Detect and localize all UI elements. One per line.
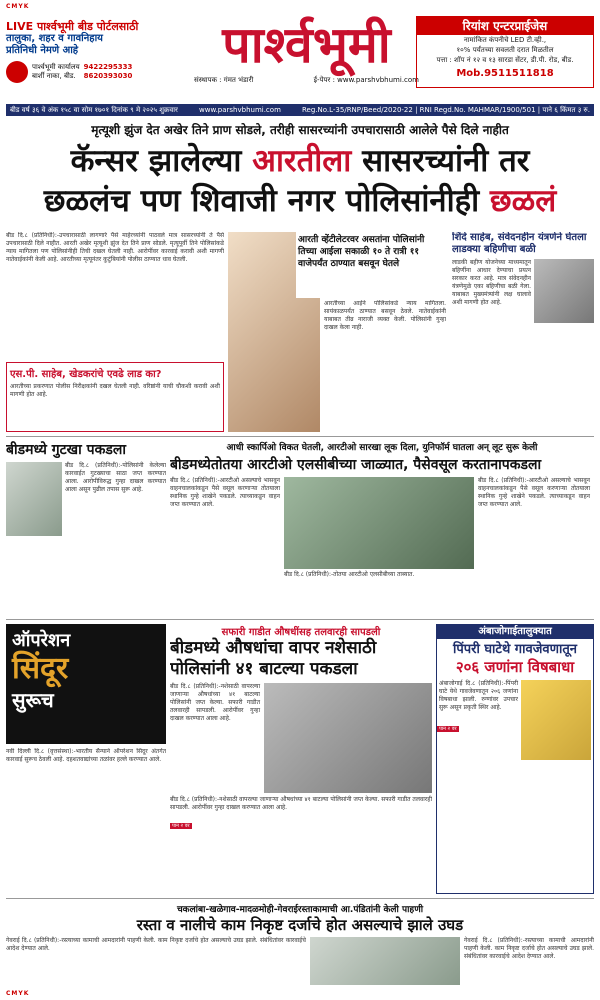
lead-headline-line-2-highlight: छळलं <box>489 183 557 219</box>
newspaper-logo: पार्श्वभूमी <box>222 15 391 74</box>
inset-box <box>296 232 446 298</box>
lead-body: बीड दि.८ (प्रतिनिधी):-उपचारासाठी लागणारे पैसे माहेरच्यांनी पाठवले मात्र सासरच्यांनी ते पैसे उपचारासाठी दिले नाहीत. आरती अखेर मृत्यूशी झुंज देत तिने प्राण सोडले. मृत्यूपूर्वी तिने पोलिसांकडे न्याय मागितला पण पोलिसांनीही तिची दखल घेतली नाही. आरोपींवर कारवाई करावी अशी मागणी नातेवाईकांनी केली आहे. आरतीच्या मृत्यूनंतर कुटुंबियांनी पोलीस ठाण्यात धाव घेतली. <box>6 232 224 263</box>
divider <box>6 436 594 437</box>
ad-line-2: १०% पर्यंतच्या सवलती दरात मिळतील <box>456 46 554 54</box>
live-title: LIVE पार्श्वभूमी बीड पोर्टलसाठी <box>6 20 139 33</box>
lead-headline-part-1: कॅन्सर झालेल्या <box>70 143 253 179</box>
divider <box>6 619 594 620</box>
lead-headline-part-2: सासरच्यांनी तर <box>351 143 530 179</box>
rto-kicker: आधी स्कार्पिओ विकत घेतली, आरटीओ सारखा लूक दिला, युनिफॉर्म घातला अन् लूट सुरू केली <box>226 443 538 453</box>
rto-body-cont: बीड दि.८ (प्रतिनिधी):-आरटीओ असल्याचे भासवून वाहनचालकांकडून पैसे वसूल करणाऱ्या तोतयाला स्थानिक गुन्हे शाखेने पकडले. त्याच्याकडून वाहन जप्त करण्यात आले. <box>478 477 590 508</box>
ambajogai-headline: पिंपरी घाटेथे गावजेवणातून <box>453 642 577 657</box>
road-photo <box>310 937 460 985</box>
ambajogai-body: अंबाजोगाई दि.८ (प्रतिनिधी):-पिंपरी घाटे येथे गावजेवणातून २०६ जणांना विषबाधा झाली. रुग्णांवर उपचार सुरू असून प्रकृती स्थिर आहे. <box>439 680 518 711</box>
inset-headline: आरती व्हेंटीलेटरवर असतांना पोलिसांनी तिच्या आईला सकाळी १० ते रात्री ११ वाजेपर्यंत ठाण्यात बसवून घेतले <box>298 235 425 269</box>
drugs-story <box>170 624 432 894</box>
sp-body: आरतीच्या प्रकरणात पोलीस निरीक्षकांनी दखल घेतली नाही. वरिष्ठांनी याची चौकशी करावी अशी मागणी होत आहे. <box>10 383 220 398</box>
dateline-website: www.parshvbhumi.com <box>199 106 281 114</box>
road-body-cont: गेवराई दि.८ (प्रतिनिधी):-रस्त्याच्या कामाची आमदारांनी पाहणी केली. काम निकृष्ट दर्जाचे होत असल्याचे उघड झाले. संबंधितांवर कारवाईचे आदेश देण्यात आले. <box>464 937 594 960</box>
rto-headline: बीडमध्येतोतया आरटीओ एलसीबीच्या जाळ्यात, पैसेवसूल करतानापकडला <box>170 457 542 473</box>
sp-headline: एस.पी. साहेब, खेडकरांचे एवढे लाड का? <box>10 369 162 380</box>
rto-body: बीड दि.८ (प्रतिनिधी):-आरटीओ असल्याचे भासवून वाहनचालकांकडून पैसे वसूल करणाऱ्या तोतयाला स्थानिक गुन्हे शाखेने पकडले. त्याच्याकडून वाहन जप्त करण्यात आले. <box>170 477 280 508</box>
live-phone-1: 9422295333 <box>83 63 133 71</box>
lead-headline <box>6 141 594 221</box>
ad-line-3: पत्ता : शॉप नं १२ व १३ सारडा सेंटर, डी.पी. रोड, बीड. <box>436 56 574 64</box>
drugs-photo <box>264 683 432 793</box>
ambajogai-headline-2: २०६ जणांना विषबाधा <box>455 658 575 676</box>
lead-kicker: मृत्यूशी झुंज देत अखेर तिने प्राण सोडले, तरीही सासरच्यांनी उपचारासाठी आलेले पैसे दिले नाहीत <box>91 123 509 137</box>
ambajogai-story <box>436 624 594 894</box>
lead-headline-line-2: छळलंच पण शिवाजी नगर पोलिसांनीही <box>43 183 490 219</box>
rto-story <box>170 440 594 615</box>
lead-headline-highlight: आरतीला <box>252 143 352 179</box>
sindoor-body: नवी दिल्ली दि.८ (वृत्तसंस्था):-भारतीय सैन्याने ऑपरेशन सिंदूर अंतर्गत कारवाई सुरूच ठेवली आहे. दहशतवाद्यांच्या तळांवर हल्ले करण्यात आले. <box>6 748 166 763</box>
live-office: पार्श्वभूमी कार्यालय <box>32 63 80 71</box>
road-story <box>6 902 594 988</box>
live-phone-2: 8620393030 <box>83 72 133 80</box>
live-address: बार्शी नाका, बीड. <box>32 72 76 80</box>
sindoor-line-1: ऑपरेशन <box>12 630 71 651</box>
shinde-photo <box>534 259 594 323</box>
drugs-body: बीड दि.८ (प्रतिनिधी):-नशेसाठी वापरल्या जाणाऱ्या औषधांच्या ४१ बाटल्या पोलिसांनी जप्त केल्या. सफारी गाडीत तलवारही सापडली. आरोपींवर गुन्हा दाखल करण्यात आला आहे. <box>170 683 260 722</box>
road-headline: रस्ता व नालीचे काम निकृष्ट दर्जाचे होत असल्याचे झाले उघड <box>136 916 464 934</box>
ad-title: रियांश एन्टरप्राईजेस <box>417 17 593 35</box>
ad-line-1: नामांकित कंपनीचे LED टी.व्ही., <box>463 36 547 44</box>
ambajogai-continued: पान २ वर <box>439 726 457 732</box>
live-logo-icon <box>6 61 28 83</box>
drugs-headline-2: पोलिसांनी ४१ बाटल्या पकडला <box>170 659 358 679</box>
gutkha-photo <box>6 462 62 536</box>
drugs-body-cont: बीड दि.८ (प्रतिनिधी):-नशेसाठी वापरल्या जाणाऱ्या औषधांच्या ४१ बाटल्या पोलिसांनी जप्त केल्या. सफारी गाडीत तलवारही सापडली. आरोपींवर गुन्हा दाखल करण्यात आला आहे. <box>170 796 432 811</box>
side-body: लाडकी बहीण योजनेच्या माध्यमातून बहिणींना आधार देण्याचा प्रयत्न सरकार करत आहे. मात्र संवेदनहीन यंत्रणेमुळे एका बहिणीचा बळी गेला. याबाबत मुख्यमंत्र्यांनी लक्ष घालावे अशी मागणी होत आहे. <box>452 259 531 306</box>
drugs-kicker: सफारी गाडीत औषधींसह तलवारही सापडली <box>221 627 381 638</box>
founder-label: संस्थापक : गंमत भंडारी <box>194 76 254 84</box>
print-registration-mark: CMYK <box>6 990 30 997</box>
sindoor-line-3: सुरूच <box>12 688 54 712</box>
ambajogai-kicker: अंबाजोगाईतालुक्यात <box>437 625 593 639</box>
operation-sindoor-banner <box>6 624 166 744</box>
gutkha-story <box>6 440 166 615</box>
print-registration-mark: CMYK <box>6 3 30 10</box>
rto-photo <box>284 477 474 569</box>
live-line-2: प्रतिनिधी नेमणे आहे <box>6 45 79 56</box>
website-label: ई-पेपर : www.parshvbhumi.com <box>313 76 419 84</box>
side-story <box>452 232 594 432</box>
dateline-issue: बीड वर्ष ३६ वे अंक १५८ वा सोम १७०१ दिनांक ९ मे २०२५ शुक्रवार <box>10 106 178 114</box>
ad-mobile: Mob.9511511818 <box>456 68 554 79</box>
dateline-bar <box>6 104 594 116</box>
live-portal-ad <box>6 20 181 94</box>
divider <box>6 898 594 899</box>
gutkha-headline: बीडमध्ये गुटखा पकडला <box>6 442 126 458</box>
dateline-registration: Reg.No.L-35/RNP/Beed/2020-22 | RNI Regd.No. MAHMAR/1900/501 | पाने ६ किंमत ३ रु. <box>301 106 590 114</box>
rto-caption: बीड दि.८ (प्रतिनिधी):-तोतया आरटीओ एलसीबीच्या ताब्यात. <box>284 571 415 578</box>
drugs-continued: पान २ वर <box>172 823 190 829</box>
masthead <box>6 14 594 100</box>
side-headline: शिंदे साहेब, संवेदनहीन यंत्रणेने घेतला लाडक्या बहिणीचा बळी <box>452 232 587 255</box>
road-kicker: चकलांबा-खळेगाव-मादळमोही-गेवराईरस्ताकामाची आ.पंडितांनी केली पाहणी <box>176 905 424 915</box>
sindoor-line-2: सिंदूर <box>12 651 69 686</box>
road-body: गेवराई दि.८ (प्रतिनिधी):-रस्त्याच्या कामाची आमदारांनी पाहणी केली. काम निकृष्ट दर्जाचे होत असल्याचे उघड झाले. संबंधितांवर कारवाईचे आदेश देण्यात आले. <box>6 937 306 952</box>
drugs-headline-1: बीडमध्ये औषधांचा वापर नशेसाठी <box>170 638 377 658</box>
gutkha-body: बीड दि.८ (प्रतिनिधी):-पोलिसांनी केलेल्या कारवाईत गुटख्याचा साठा जप्त करण्यात आला. आरोपीविरुद्ध गुन्हा दाखल करण्यात आला असून पुढील तपास सुरू आहे. <box>65 462 166 493</box>
live-line-1: तालुका, शहर व गावनिहाय <box>6 33 103 44</box>
inset-body: आरतीच्या आईने पोलिसांकडे न्याय मागितला. सायंकाळपर्यंत ठाण्यात बसवून ठेवले. नातेवाईकांनी याबाबत तीव्र नाराजी व्यक्त केली. पोलिसांनी गुन्हा दाखल केला नाही. <box>324 300 446 331</box>
ambajogai-photo <box>521 680 591 760</box>
riyansh-ad <box>416 16 594 88</box>
sp-box <box>6 362 224 432</box>
